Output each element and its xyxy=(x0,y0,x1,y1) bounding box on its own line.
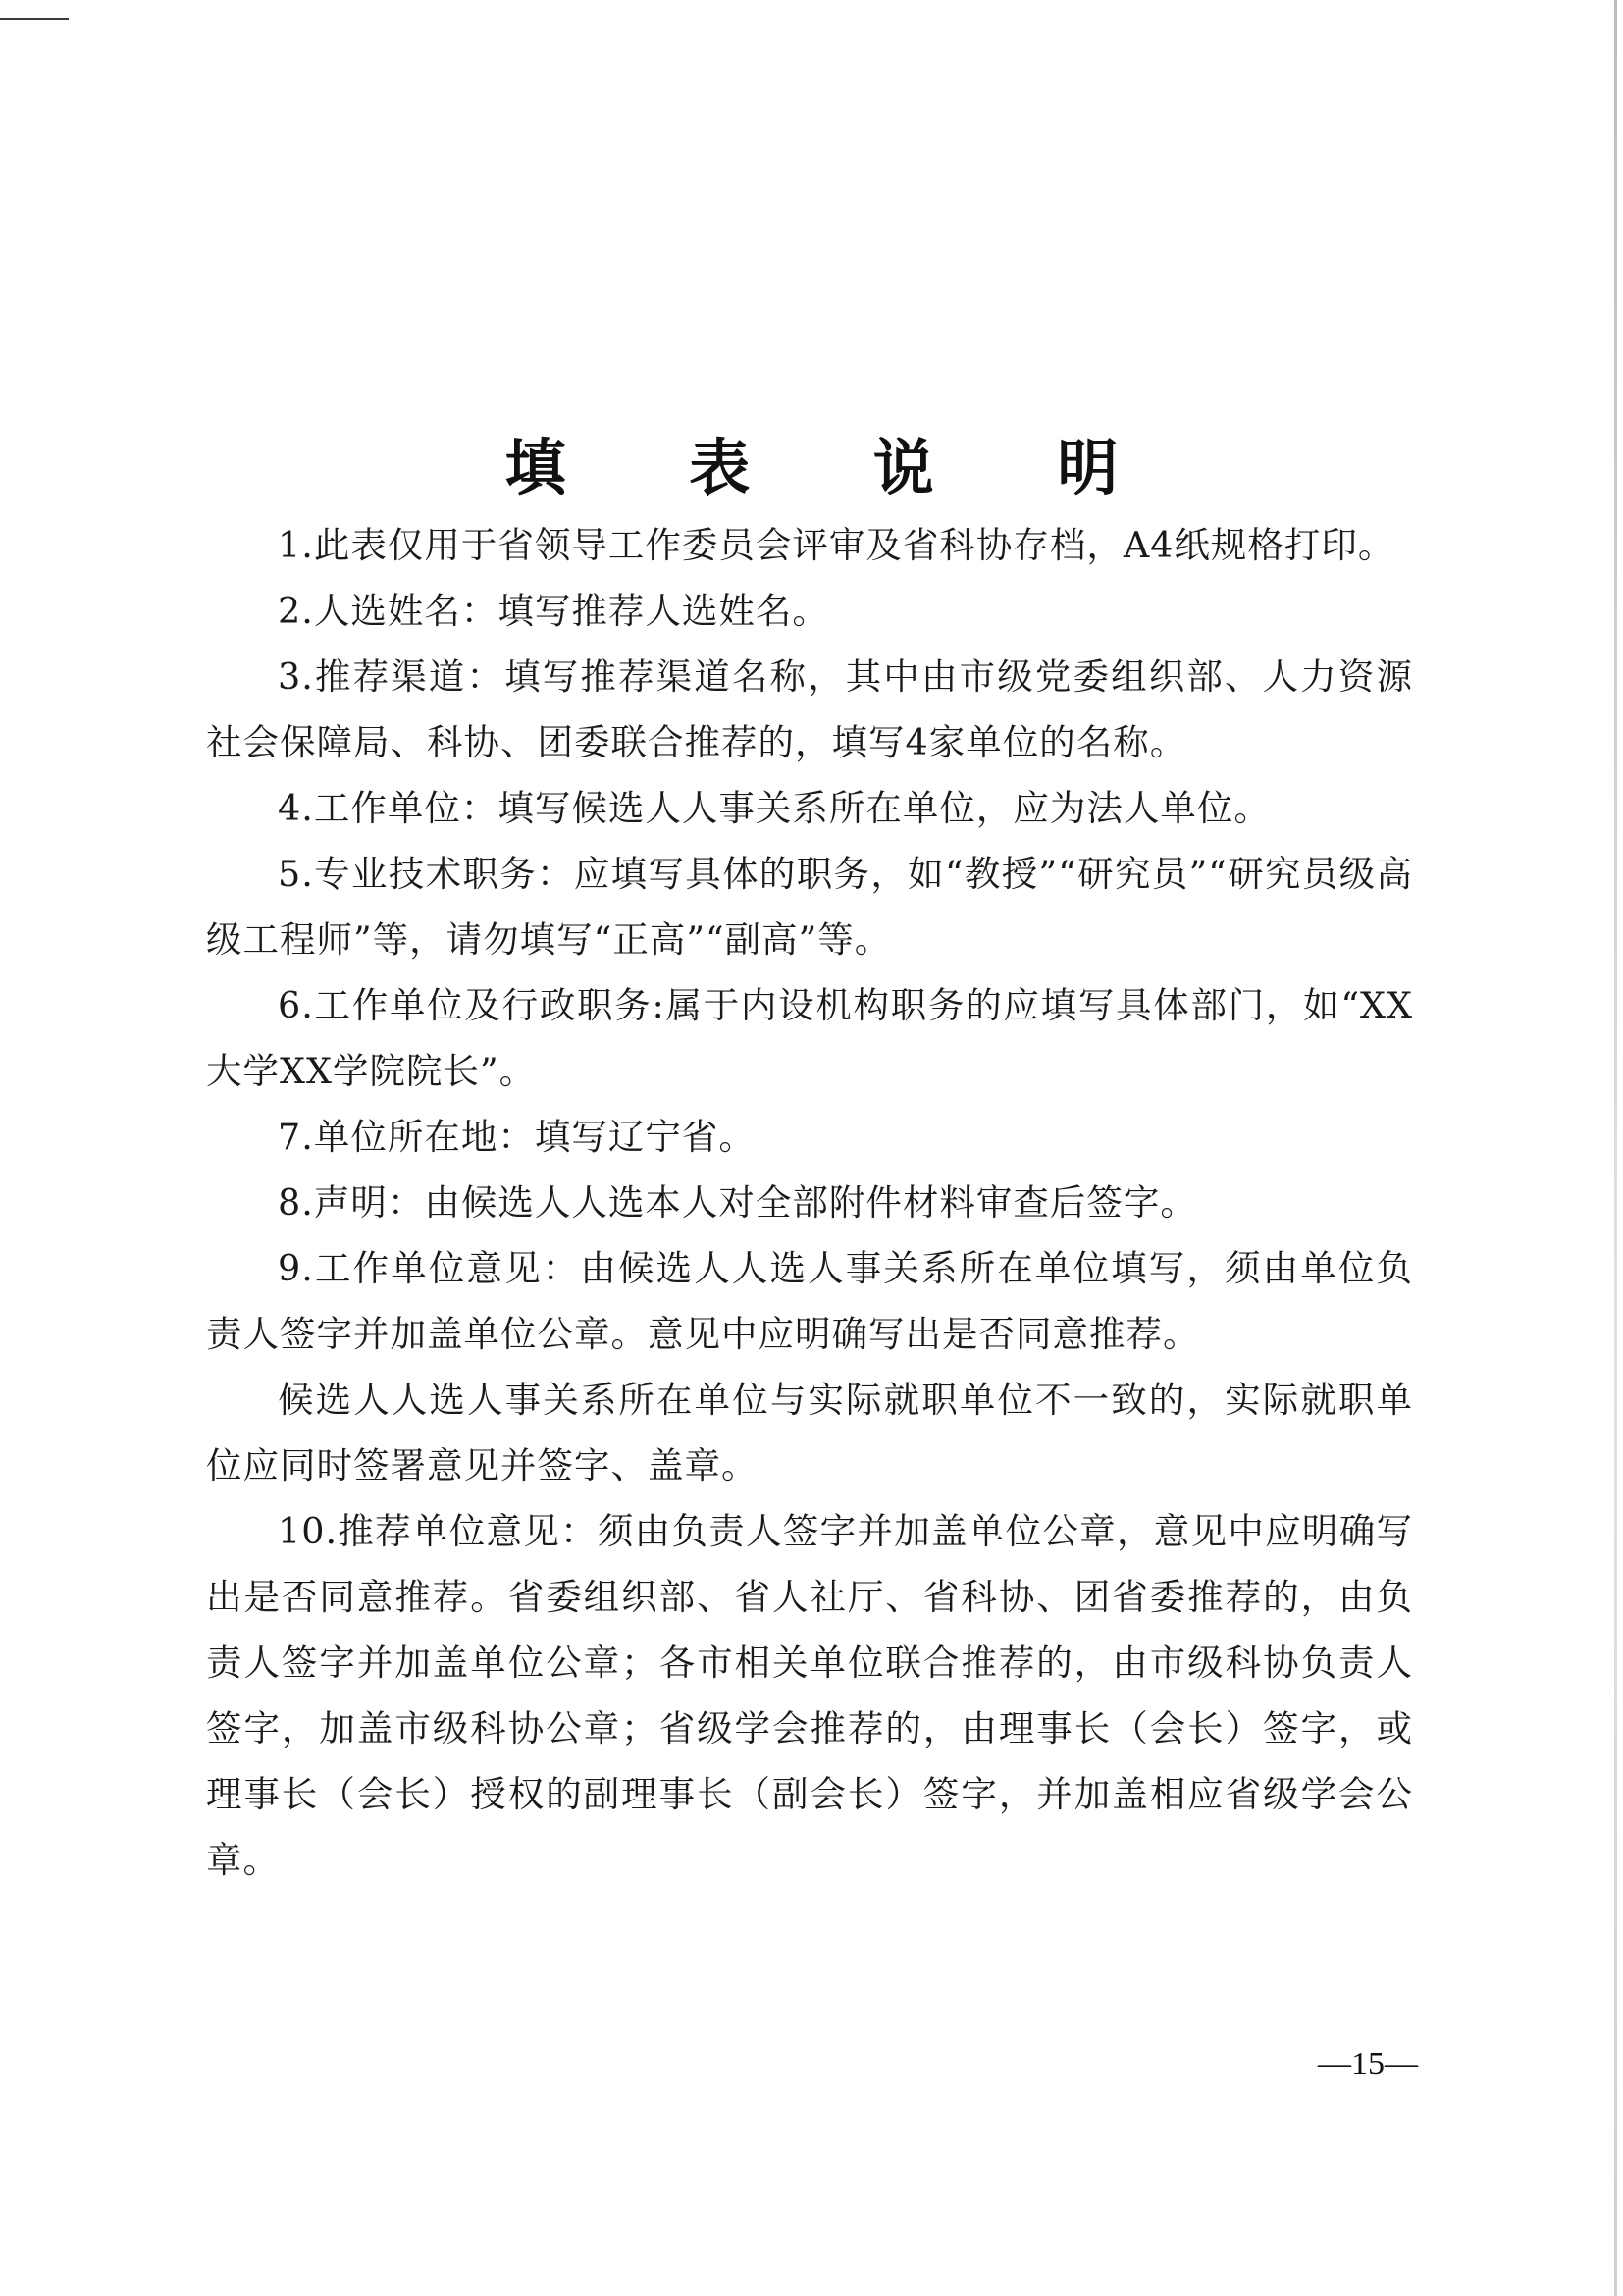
instruction-8: 8.声明：由候选人人选本人对全部附件材料审查后签字。 xyxy=(278,1181,1197,1224)
instruction-7: 7.单位所在地：填写辽宁省。 xyxy=(278,1116,756,1158)
instruction-5: 5.专业技术职务：应填写具体的职务，如“教授”“研究员”“研究员级高级工程师”等，请勿填写“正高”“副高”等。 xyxy=(206,853,1413,961)
instruction-3: 3.推荐渠道：填写推荐渠道名称，其中由市级党委组织部、人力资源社会保障局、科协、团委联合推荐的，填写4家单位的名称。 xyxy=(206,655,1413,763)
instruction-9: 9.工作单位意见：由候选人人选人事关系所在单位填写，须由单位负责人签字并加盖单位公章。意见中应明确写出是否同意推荐。 xyxy=(206,1247,1413,1355)
instruction-4: 4.工作单位：填写候选人人事关系所在单位，应为法人单位。 xyxy=(278,787,1271,829)
page-number: —15— xyxy=(1318,2046,1418,2082)
instruction-6: 6.工作单位及行政职务:属于内设机构职务的应填写具体部门，如“XX大学XX学院院长”。 xyxy=(206,984,1413,1092)
instruction-2: 2.人选姓名：填写推荐人选姓名。 xyxy=(278,590,829,632)
instruction-1: 1.此表仅用于省领导工作委员会评审及省科协存档，A4纸规格打印。 xyxy=(278,524,1395,566)
scan-edge-mark xyxy=(0,18,69,20)
instruction-10: 10.推荐单位意见：须由负责人签字并加盖单位公章，意见中应明确写出是否同意推荐。省委组织部、省人社厅、省科协、团省委推荐的，由负责人签字并加盖单位公章；各市相关单位联合推荐的，由市级科协负责人签字，加盖市级科协公章；省级学会推荐的，由理事长（会长）签字，或理事长（会长）授权的副理事长（副会长）签字，并加盖相应省级学会公章。 xyxy=(206,1510,1413,1881)
instructions-body xyxy=(206,512,1413,1893)
instruction-9-supplement: 候选人人选人事关系所在单位与实际就职单位不一致的，实际就职单位应同时签署意见并签字、盖章。 xyxy=(206,1379,1413,1487)
page-title: 填 表 说 明 xyxy=(504,431,1170,503)
scan-edge-shadow xyxy=(1614,0,1617,2296)
